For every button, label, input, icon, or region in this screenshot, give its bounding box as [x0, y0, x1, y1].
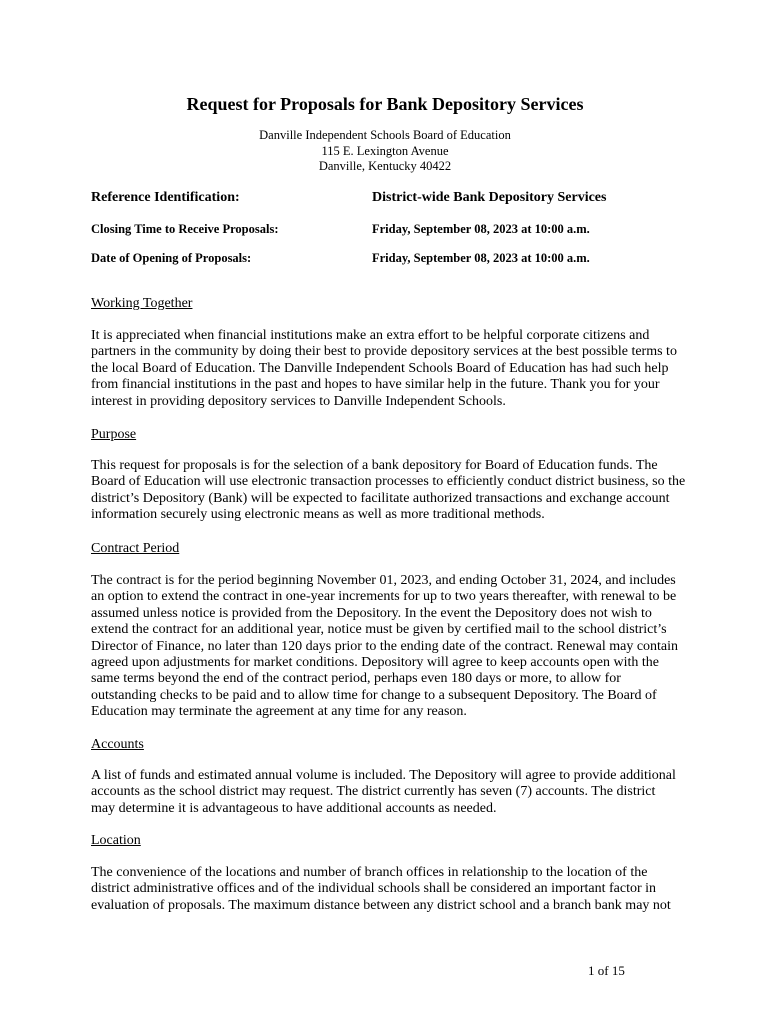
section-body-location: [91, 865, 691, 914]
section-heading-contract-period: Contract Period: [91, 541, 180, 556]
page-number: 1 of 15: [588, 963, 625, 978]
section-heading-location: Location: [91, 833, 141, 848]
paragraph-line: A list of funds and estimated annual volume is included. The Depository will agree to provide additional: [91, 768, 676, 783]
opening-date-value: Friday, September 08, 2023 at 10:00 a.m.: [372, 251, 590, 265]
paragraph-line: partners in the community by doing their best to provide depository services at the best possible terms to: [91, 344, 677, 360]
paragraph-line: an option to extend the contract in one-year increments for up to two years thereafter, with renewal to be: [91, 589, 677, 605]
section-body-purpose: [91, 458, 691, 524]
section-body-accounts: [91, 768, 691, 817]
reference-value: District-wide Bank Depository Services: [372, 190, 607, 205]
document-title: Request for Proposals for Bank Depository Services: [186, 94, 584, 114]
section-heading-working-together: Working Together: [91, 296, 193, 311]
paragraph-line: evaluation of proposals. The maximum distance between any district school and a branch bank may not: [91, 897, 671, 913]
paragraph-line: The contract is for the period beginning November 01, 2023, and ending October 31, 2024, and includes: [91, 573, 676, 588]
section-heading-accounts: Accounts: [91, 737, 144, 752]
paragraph-line: It is appreciated when financial institutions make an extra effort to be helpful corporate citizens and: [91, 328, 650, 343]
paragraph-line: extend the contract for an additional year, notice must be given by certified mail to the school district’s: [91, 622, 667, 638]
closing-time-label: Closing Time to Receive Proposals:: [91, 222, 279, 236]
paragraph-line: agreed upon adjustments for market conditions. Depository will agree to keep accounts open with the: [91, 655, 660, 671]
section-heading-purpose: Purpose: [91, 427, 137, 442]
paragraph-line: interest in providing depository services to Danville Independent Schools.: [91, 393, 506, 409]
paragraph-line: from financial institutions in the past and hopes to have similar help in the future. Thank you for your: [91, 377, 660, 393]
paragraph-line: district administrative offices and of the individual schools shall be considered an important factor in: [91, 881, 657, 897]
address-block: [0, 128, 770, 175]
paragraph-line: assumed unless notice is provided from the Depository. In the event the Depository does not wish to: [91, 605, 652, 621]
paragraph-line: information securely using electronic means as well as more traditional methods.: [91, 507, 545, 523]
paragraph-line: Education may terminate the agreement at any time for any reason.: [91, 704, 467, 720]
paragraph-line: may determine it is advantageous to have additional accounts as needed.: [91, 800, 497, 816]
paragraph-line: the local Board of Education. The Danville Independent Schools Board of Education has had such help: [91, 360, 669, 376]
paragraph-line: same terms beyond the end of the contract period, perhaps even 180 days or more, to allow for: [91, 671, 621, 687]
paragraph-line: accounts as the school district may request. The district currently has seven (7) accounts. The district: [91, 784, 656, 800]
section-body-working-together: [91, 328, 691, 410]
address-line-organization: Danville Independent Schools Board of Education: [259, 128, 511, 142]
paragraph-line: district’s Depository (Bank) will be expected to facilitate authorized transactions and exchange account: [91, 490, 670, 506]
closing-time-value: Friday, September 08, 2023 at 10:00 a.m.: [372, 222, 590, 236]
opening-date-label: Date of Opening of Proposals:: [91, 251, 252, 265]
section-body-contract-period: [91, 573, 691, 721]
paragraph-line: The convenience of the locations and number of branch offices in relationship to the location of the: [91, 865, 648, 880]
address-line-city: Danville, Kentucky 40422: [318, 159, 452, 173]
reference-label: Reference Identification:: [91, 190, 240, 205]
paragraph-line: Director of Finance, no later than 120 days prior to the ending date of the contract. Renewal may contain: [91, 638, 679, 654]
paragraph-line: outstanding checks to be paid and to allow time for change to a subsequent Depository. The Board of: [91, 687, 657, 703]
paragraph-line: This request for proposals is for the selection of a bank depository for Board of Education funds. The: [91, 458, 658, 473]
paragraph-line: Board of Education will use electronic transaction processes to efficiently conduct district business, so the: [91, 474, 686, 490]
address-line-street: 115 E. Lexington Avenue: [321, 143, 449, 158]
